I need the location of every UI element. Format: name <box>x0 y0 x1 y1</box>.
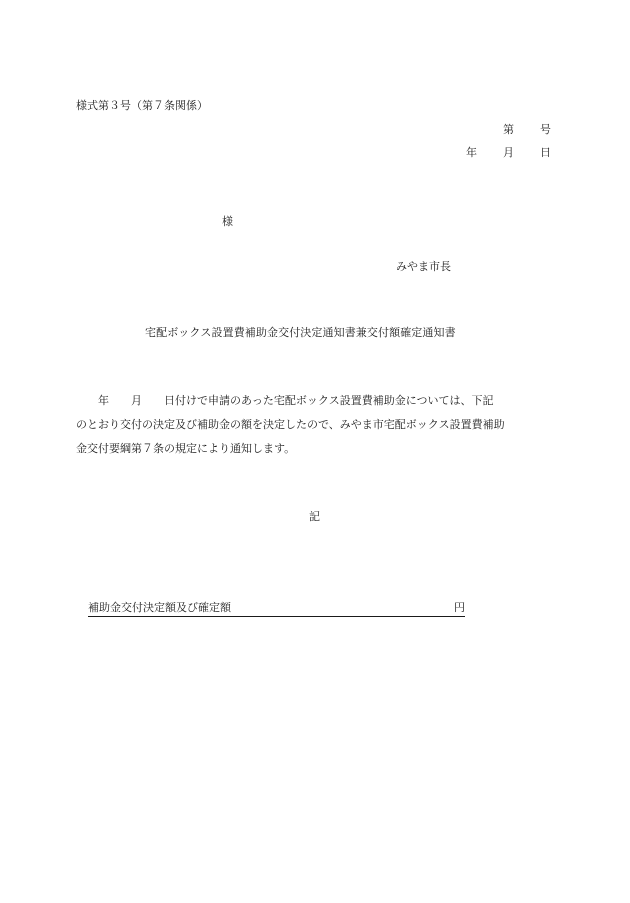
amount-label: 補助金交付決定額及び確定額 <box>88 601 231 614</box>
body-text-line-3: 金交付要綱第７条の規定により通知します。 <box>76 442 296 455</box>
sender-name: みやま市長 <box>396 260 451 273</box>
body-text-line-1: 年 月 日付けで申請のあった宅配ボックス設置費補助金については、下記 <box>76 394 494 407</box>
date-day: 日 <box>540 146 551 159</box>
document-number-prefix: 第 <box>503 123 514 136</box>
document-number <box>503 124 551 135</box>
amount-unit: 円 <box>454 601 465 614</box>
date-year: 年 <box>466 146 477 159</box>
date-month: 月 <box>503 146 514 159</box>
addressee-honorific: 様 <box>222 215 233 228</box>
document-number-suffix: 号 <box>540 123 551 136</box>
document-date <box>466 147 551 158</box>
document-title: 宅配ボックス設置費補助金交付決定通知書兼交付額確定通知書 <box>145 326 456 339</box>
body-text-line-2: のとおり交付の決定及び補助金の額を決定したので、みやま市宅配ボックス設置費補助 <box>76 418 505 431</box>
ki-heading: 記 <box>309 510 320 523</box>
form-number: 様式第３号（第７条関係） <box>76 99 208 112</box>
amount-field <box>88 602 465 617</box>
